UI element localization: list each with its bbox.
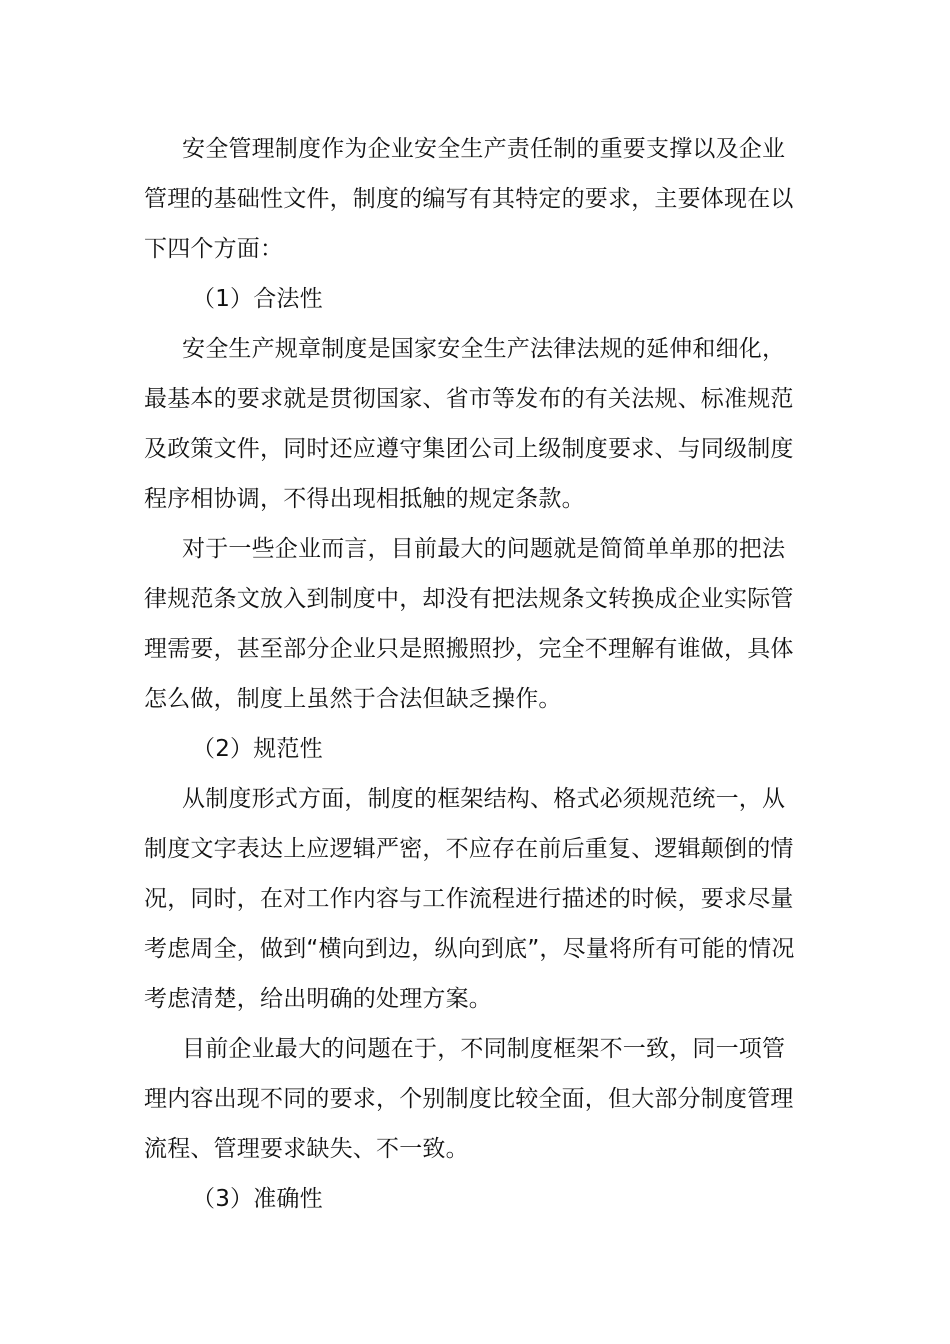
paragraph-line: 理内容出现不同的要求，个别制度比较全面，但大部分制度管理 [144, 1086, 794, 1112]
paragraph-line: 对于一些企业而言，目前最大的问题就是简简单单那的把法 [182, 536, 786, 562]
paragraph-line: 况，同时，在对工作内容与工作流程进行描述的时候，要求尽量 [144, 886, 794, 912]
paragraph-line: 制度文字表达上应逻辑严密，不应存在前后重复、逻辑颠倒的情 [144, 836, 794, 862]
paragraph-line: 管理的基础性文件，制度的编写有其特定的要求，主要体现在以 [144, 186, 794, 212]
paragraph-line: 考虑清楚，给出明确的处理方案。 [144, 986, 492, 1012]
paragraph-line: 律规范条文放入到制度中，却没有把法规条文转换成企业实际管 [144, 586, 794, 612]
paragraph-line: 目前企业最大的问题在于，不同制度框架不一致，同一项管 [182, 1036, 786, 1062]
paragraph-line: 及政策文件，同时还应遵守集团公司上级制度要求、与同级制度 [144, 436, 794, 462]
section-heading: （3）准确性 [192, 1186, 323, 1212]
paragraph-line: 流程、管理要求缺失、不一致。 [144, 1136, 469, 1162]
section-heading: （1）合法性 [192, 286, 323, 312]
paragraph-line: 程序相协调，不得出现相抵触的规定条款。 [144, 486, 585, 512]
paragraph-line: 理需要，甚至部分企业只是照搬照抄，完全不理解有谁做，具体 [144, 636, 794, 662]
paragraph-line: 从制度形式方面，制度的框架结构、格式必须规范统一，从 [182, 786, 786, 812]
paragraph-line: 考虑周全，做到“横向到边，纵向到底”，尽量将所有可能的情况 [144, 936, 795, 962]
paragraph-line: 最基本的要求就是贯彻国家、省市等发布的有关法规、标准规范 [144, 386, 794, 412]
paragraph-line: 怎么做，制度上虽然于合法但缺乏操作。 [144, 686, 562, 712]
paragraph-line: 下四个方面： [144, 236, 284, 262]
section-heading: （2）规范性 [192, 736, 323, 762]
paragraph-line: 安全管理制度作为企业安全生产责任制的重要支撑以及企业 [182, 136, 786, 162]
paragraph-line: 安全生产规章制度是国家安全生产法律法规的延伸和细化， [182, 336, 786, 362]
